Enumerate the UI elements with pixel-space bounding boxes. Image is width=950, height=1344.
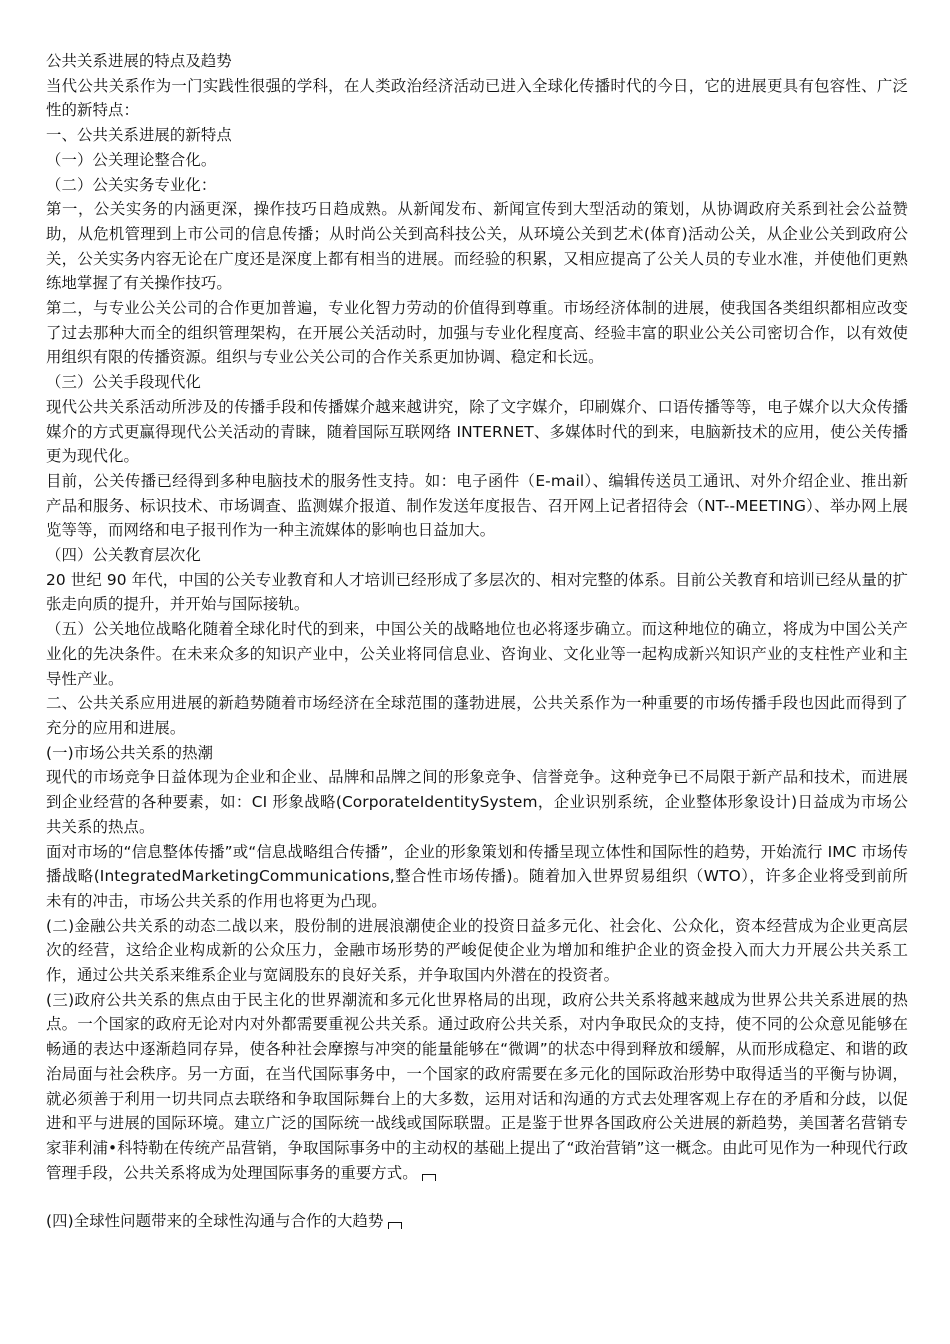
subsection-heading: （一）公关理论整合化。 — [46, 150, 217, 169]
subsection-heading: （四）公关教育层次化 — [46, 546, 201, 565]
body-paragraph: 现代公共关系活动所涉及的传播手段和传播媒介越来越讲究，除了文字媒介，印刷媒介、口语传播等等，电子媒介以大众传播媒介的方式更赢得现代公关活动的青睐，随着国际互联网络 INTERNET、多媒体时代的到来，电脑新技术的应用，使公关传播更为现代化。 — [46, 397, 908, 466]
intro-paragraph: 当代公共关系作为一门实践性很强的学科，在人类政治经济活动已进入全球化传播时代的今日，它的进展更具有包容性、广泛性的新特点： — [46, 76, 908, 120]
body-paragraph: 面对市场的“信息整体传播”或“信息战略组合传播”，企业的形象策划和传播呈现立体性和国际性的趋势，开始流行 IMC 市场传播战略(IntegratedMarketingCommunications,整合性市场传播)。随着加入世界贸易组织（WTO），许多企业将受到前所未有的冲击，市场公共关系的作用也将更为凸现。 — [46, 842, 908, 910]
section-heading: 一、公共关系进展的新特点 — [46, 126, 232, 145]
body-paragraph: 现代的市场竞争日益体现为企业和企业、品牌和品牌之间的形象竞争、信誉竞争。这种竞争已不局限于新产品和技术，而进展到企业经营的各种要素，如：CI 形象战略(CorporateIdentitySystem，企业识别系统，企业整体形象设计)日益成为市场公共关系的热点。 — [46, 768, 908, 836]
subsection-heading — [46, 1209, 908, 1234]
paragraph-mark-icon — [422, 1174, 436, 1181]
body-paragraph-text: (三)政府公共关系的焦点由于民主化的世界潮流和多元化世界格局的出现，政府公共关系将越来越成为世界公共关系进展的热点。一个国家的政府无论对内对外都需要重视公共关系。通过政府公共关系，对内争取民众的支持，使不同的公众意见能够在畅通的表达中逐渐趋同存异，使各种社会摩擦与冲突的能量能够在“微调”的状态中得到释放和缓解，从而形成稳定、和谐的政治局面与社会秩序。另一方面，在当代国际事务中，一个国家的政府需要在多元化的国际政治形势中取得适当的平衡与协调，就必须善于利用一切共同点去联络和争取国际舞台上的大多数，运用对话和沟通的方式去处理客观上存在的矛盾和分歧，以促进和平与进展的国际环境。建立广泛的国际统一战线或国际联盟。正是鉴于世界各国政府公关进展的新趋势，美国著名营销专家菲利浦•科特勒在传统产品营销，争取国际事务中的主动权的基础上提出了“政治营销”这一概念。由此可见作为一种现代行政管理手段，公共关系将成为处理国际事务的重要方式。 — [46, 990, 908, 1182]
body-paragraph: 20 世纪 90 年代，中国的公关专业教育和人才培训已经形成了多层次的、相对完整的体系。目前公关教育和培训已经从量的扩张走向质的提升，并开始与国际接轨。 — [46, 570, 908, 614]
body-paragraph: （五）公关地位战略化随着全球化时代的到来，中国公关的战略地位也必将逐步确立。而这种地位的确立，将成为中国公关产业化的先决条件。在未来众多的知识产业中，公关业将同信息业、咨询业、文化业等一起构成新兴知识产业的支柱性产业和主导性产业。 — [46, 620, 908, 688]
body-paragraph: 目前，公关传播已经得到多种电脑技术的服务性支持。如：电子函件（E-mail）、编辑传送员工通讯、对外介绍企业、推出新产品和服务、标识技术、市场调查、监测媒介报道、制作发送年度报告、召开网上记者招待会（NT--MEETING）、举办网上展览等等，而网络和电子报刊作为一种主流媒体的影响也日益加大。 — [46, 471, 908, 540]
body-paragraph: 第一，公关实务的内涵更深，操作技巧日趋成熟。从新闻发布、新闻宣传到大型活动的策划，从协调政府关系到社会公益赞助，从危机管理到上市公司的信息传播；从时尚公关到高科技公关，从环境公关到艺术(体育)活动公关，从企业公关到政府公关，公关实务内容无论在广度还是深度上都有相当的进展。而经验的积累，又相应提高了公关人员的专业水准，并使他们更熟练地掌握了有关操作技巧。 — [46, 200, 908, 293]
subsection-heading: （三）公关手段现代化 — [46, 373, 201, 392]
body-paragraph — [46, 988, 908, 1186]
section-heading: 二、公共关系应用进展的新趋势随着市场经济在全球范围的蓬勃进展，公共关系作为一种重要的市场传播手段也因此而得到了充分的应用和进展。 — [46, 694, 908, 737]
subsection-heading: （二）公关实务专业化： — [46, 175, 217, 194]
body-paragraph: 第二，与专业公关公司的合作更加普遍，专业化智力劳动的价值得到尊重。市场经济体制的进展，使我国各类组织都相应改变了过去那种大而全的组织管理架构，在开展公关活动时，加强与专业化程度高、经验丰富的职业公关公司密切合作，以有效使用组织有限的传播资源。组织与专业公关公司的合作关系更加协调、稳定和长远。 — [46, 299, 908, 367]
subsection-heading: (一)市场公共关系的热潮 — [46, 743, 214, 762]
final-heading-text: (四)全球性问题带来的全球性沟通与合作的大趋势 — [46, 1212, 384, 1231]
paragraph-mark-icon — [388, 1222, 402, 1229]
body-paragraph: (二)金融公共关系的动态二战以来，股份制的进展浪潮使企业的投资日益多元化、社会化、公众化，资本经营成为企业更高层次的经营，这给企业构成新的公众压力，金融市场形势的严峻促使企业为增加和维护企业的资金投入而大力开展公共关系工作，通过公共关系来维系企业与宽阔股东的良好关系，并争取国内外潜在的投资者。 — [46, 916, 908, 985]
document-page — [46, 49, 908, 1234]
blank-line — [46, 1185, 908, 1209]
document-title: 公共关系进展的特点及趋势 — [46, 52, 232, 70]
